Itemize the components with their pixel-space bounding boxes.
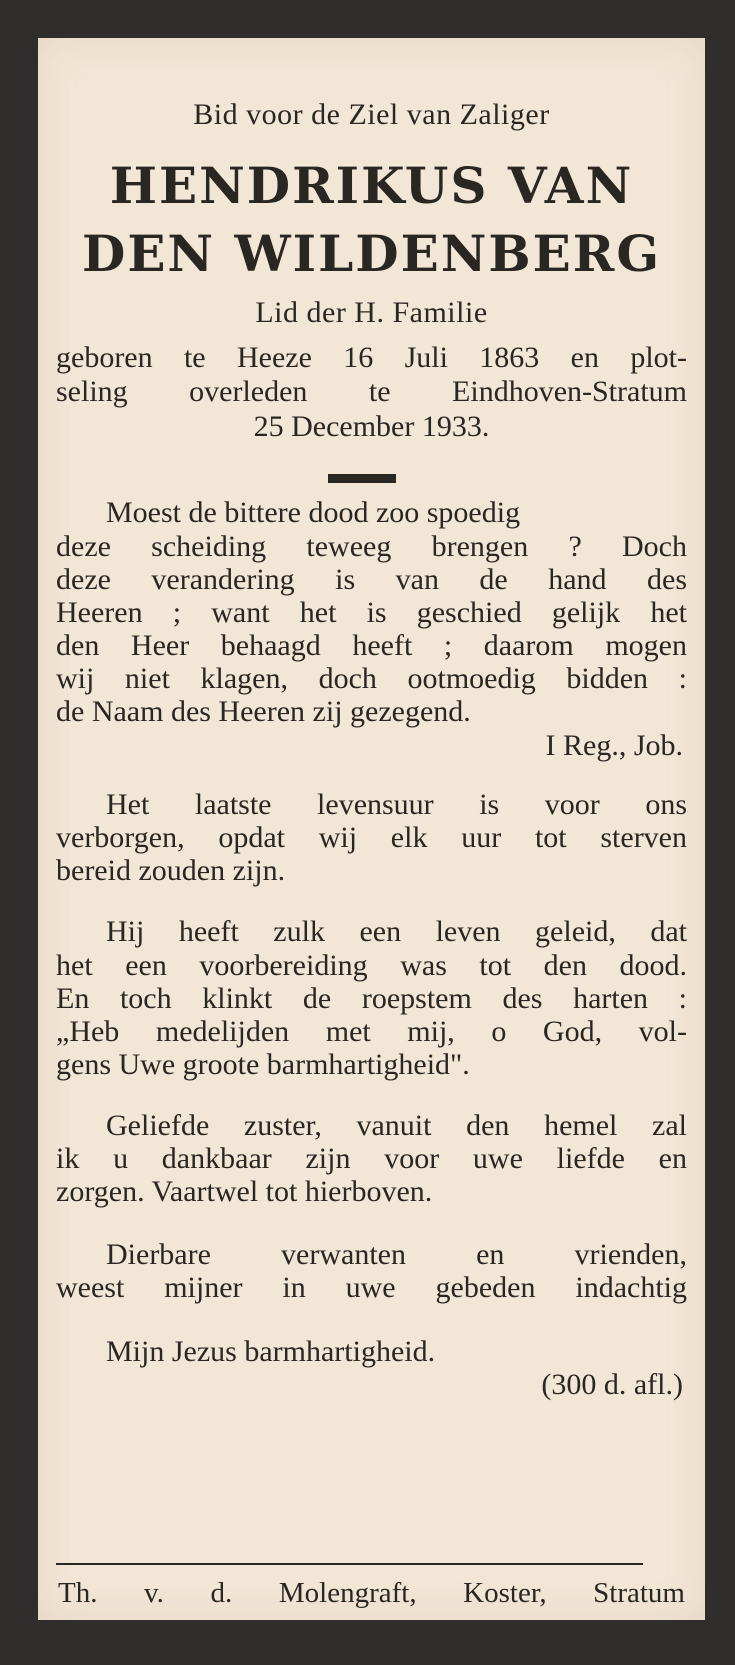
verse-line: deze verandering is van de hand des (56, 563, 687, 596)
printer-credit: Th. v. d. Molengraft, Koster, Stratum (58, 1577, 685, 1609)
membership-line: Lid der H. Familie (255, 296, 488, 329)
death-date-line: 25 December 1933. (253, 410, 490, 443)
paragraph-line-indented: Het laatste levensuur is voor ons (106, 788, 687, 821)
deceased-name-line2: DEN WILDENBERG (81, 224, 662, 283)
paragraph-line: ik u dankbaar zijn voor uwe liefde en (56, 1142, 687, 1175)
paragraph-line-indented: Geliefde zuster, vanuit den hemel zal (106, 1109, 687, 1142)
footer-rule-right (320, 1563, 643, 1565)
paragraph-line: „Heb medelijden met mij, o God, vol- (56, 1015, 687, 1048)
paragraph-line: weest mijner in uwe gebeden indachtig (56, 1271, 687, 1304)
intro-line: Bid voor de Ziel van Zaliger (193, 98, 550, 131)
paragraph-line: bereid zouden zijn. (56, 854, 286, 887)
verse-line: deze scheiding teweeg brengen ? Doch (56, 530, 687, 563)
deceased-name-line1: HENDRIKUS VAN (109, 156, 634, 215)
closing-prayer: Mijn Jezus barmhartigheid. (106, 1335, 436, 1368)
paragraph-line-indented: Hij heeft zulk een leven geleid, dat (106, 915, 687, 948)
footer-rule-left (56, 1563, 320, 1565)
paragraph-line: het een voorbereiding was tot den dood. (56, 949, 687, 982)
verse-attribution: I Reg., Job. (545, 729, 683, 762)
verse-line: de Naam des Heeren zij gezegend. (56, 695, 471, 728)
verse-line: den Heer behaagd heeft ; daarom mogen (56, 629, 687, 662)
paragraph-line-indented: Dierbare verwanten en vrienden, (106, 1238, 687, 1271)
paragraph-line: zorgen. Vaartwel tot hierboven. (56, 1175, 433, 1208)
birth-death-line: geboren te Heeze 16 Juli 1863 en plot- (56, 341, 687, 374)
paragraph-line: En toch klinkt de roepstem des harten : (56, 982, 687, 1015)
verse-line-indented: Moest de bittere dood zoo spoedig (106, 496, 521, 529)
verse-line: wij niet klagen, doch ootmoedig bidden : (56, 662, 687, 695)
divider-bar (328, 474, 396, 483)
paragraph-line: gens Uwe groote barmhartigheid". (56, 1048, 470, 1081)
paragraph-line: verborgen, opdat wij elk uur tot sterven (56, 821, 687, 854)
birth-death-line: seling overleden te Eindhoven-Stratum (56, 375, 687, 408)
indulgence-note: (300 d. afl.) (541, 1368, 683, 1401)
verse-line: Heeren ; want het is geschied gelijk het (56, 596, 687, 629)
prayer-card (38, 38, 705, 1620)
